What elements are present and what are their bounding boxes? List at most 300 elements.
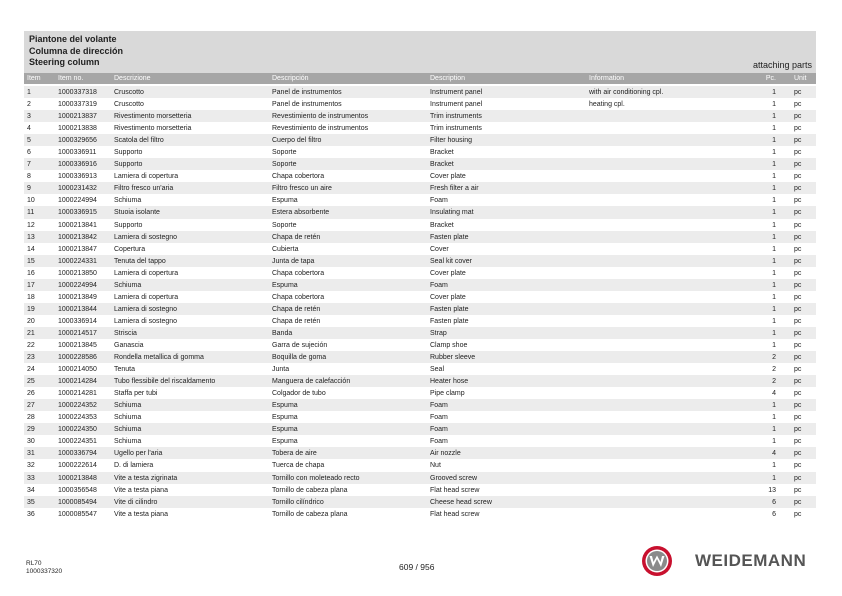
cell-item-no: 1000213838 [58, 125, 97, 133]
cell-pc: 1 [772, 173, 776, 181]
cell-description-es: Espuma [272, 197, 298, 205]
cell-unit: pc [794, 486, 802, 494]
cell-description-en: Cover [430, 245, 449, 253]
cell-description-it: Vite a testa zigrinata [114, 474, 178, 482]
cell-description-es: Boquilla de goma [272, 354, 327, 362]
cell-unit: pc [794, 245, 802, 253]
cell-description-it: Vite di cilindro [114, 498, 158, 506]
table-row [24, 110, 816, 122]
cell-unit: pc [794, 221, 802, 229]
cell-item-no: 1000336794 [58, 450, 97, 458]
table-row [24, 339, 816, 351]
cell-description-en: Strap [430, 329, 447, 337]
cell-item-no: 1000224350 [58, 426, 97, 434]
cell-item-no: 1000337319 [58, 101, 97, 109]
cell-item-no: 1000329656 [58, 137, 97, 145]
weidemann-logo-icon [641, 545, 673, 577]
table-row [24, 315, 816, 327]
cell-item-no: 1000213844 [58, 305, 97, 313]
cell-item-no: 1000356548 [58, 486, 97, 494]
cell-unit: pc [794, 414, 802, 422]
cell-description-es: Junta de tapa [272, 257, 315, 265]
cell-pc: 1 [772, 257, 776, 265]
table-row [24, 399, 816, 411]
cell-description-es: Soporte [272, 161, 297, 169]
cell-description-es: Tornillo con moleteado recto [272, 474, 360, 482]
cell-item-no: 1000213837 [58, 113, 97, 121]
cell-description-it: Vite a testa piana [114, 486, 168, 494]
cell-unit: pc [794, 341, 802, 349]
cell-description-it: Rivestimento morsetteria [114, 125, 192, 133]
cell-description-en: Bracket [430, 161, 454, 169]
cell-item: 2 [27, 101, 31, 109]
table-row [24, 496, 816, 508]
cell-description-en: Cover plate [430, 293, 466, 301]
cell-unit: pc [794, 438, 802, 446]
cell-description-es: Panel de instrumentos [272, 89, 342, 96]
cell-description-it: Schiuma [114, 438, 142, 446]
cell-description-it: Copertura [114, 245, 146, 253]
cell-pc: 4 [772, 390, 776, 398]
cell-unit: pc [794, 197, 802, 205]
cell-description-it: Tubo flessibile del riscaldamento [114, 378, 216, 386]
cell-item: 21 [27, 329, 35, 337]
cell-item: 23 [27, 354, 35, 362]
cell-unit: pc [794, 450, 802, 458]
table-row [24, 472, 816, 484]
cell-item: 18 [27, 293, 35, 301]
table-row [24, 435, 816, 447]
cell-information: with air conditioning cpl. [589, 89, 664, 96]
cell-description-it: Schiuma [114, 414, 142, 422]
cell-description-es: Garra de sujeción [272, 341, 328, 349]
cell-pc: 1 [772, 462, 776, 470]
cell-description-es: Cubierta [272, 245, 299, 253]
cell-description-es: Soporte [272, 149, 297, 157]
cell-description-en: Rubber sleeve [430, 354, 476, 362]
cell-item-no: 1000214050 [58, 366, 97, 374]
cell-item: 14 [27, 245, 35, 253]
cell-description-en: Fasten plate [430, 317, 469, 325]
cell-unit: pc [794, 366, 802, 374]
cell-description-it: Scatola del filtro [114, 137, 164, 145]
cell-item-no: 1000213849 [58, 293, 97, 301]
cell-unit: pc [794, 173, 802, 181]
cell-item: 31 [27, 450, 35, 458]
cell-pc: 1 [772, 293, 776, 301]
cell-item-no: 1000213848 [58, 474, 97, 482]
cell-item-no: 1000336911 [58, 149, 97, 157]
cell-description-es: Espuma [272, 281, 298, 289]
cell-item: 15 [27, 257, 35, 265]
cell-pc: 6 [772, 510, 776, 518]
parts-table [24, 86, 816, 520]
cell-description-es: Filtro fresco un aire [272, 185, 332, 193]
cell-description-it: Lamiera di copertura [114, 293, 179, 301]
cell-description-it: Ganascia [114, 341, 144, 349]
cell-description-es: Tornillo cilíndrico [272, 498, 324, 506]
cell-description-it: Lamiera di sostegno [114, 233, 178, 241]
table-row [24, 267, 816, 279]
cell-description-it: Lamiera di sostegno [114, 305, 178, 313]
cell-item-no: 1000085547 [58, 510, 97, 518]
cell-description-it: Lamiera di copertura [114, 173, 179, 181]
cell-item: 19 [27, 305, 35, 313]
cell-item: 5 [27, 137, 31, 145]
cell-description-es: Chapa cobertora [272, 293, 325, 301]
cell-item: 9 [27, 185, 31, 193]
cell-unit: pc [794, 185, 802, 193]
cell-unit: pc [794, 402, 802, 410]
cell-description-it: Schiuma [114, 197, 142, 205]
cell-unit: pc [794, 378, 802, 386]
cell-item: 29 [27, 426, 35, 434]
cell-pc: 1 [772, 317, 776, 325]
cell-item-no: 1000214517 [58, 329, 97, 337]
page-number: 609 / 956 [399, 562, 435, 572]
cell-pc: 1 [772, 233, 776, 241]
cell-description-en: Foam [430, 414, 448, 422]
table-row [24, 447, 816, 459]
cell-item: 11 [27, 209, 35, 217]
table-row [24, 243, 816, 255]
table-row [24, 411, 816, 423]
cell-description-en: Bracket [430, 221, 454, 229]
cell-item-no: 1000224352 [58, 402, 97, 410]
cell-item: 28 [27, 414, 35, 422]
cell-pc: 1 [772, 185, 776, 193]
cell-description-es: Chapa cobertora [272, 173, 325, 181]
table-row [24, 303, 816, 315]
table-row [24, 375, 816, 387]
cell-description-it: Schiuma [114, 402, 142, 410]
cell-item: 26 [27, 390, 35, 398]
cell-description-es: Colgador de tubo [272, 390, 326, 398]
cell-item-no: 1000231432 [58, 185, 97, 193]
cell-description-en: Heater hose [430, 378, 469, 386]
table-row [24, 194, 816, 206]
table-row [24, 158, 816, 170]
cell-description-en: Cheese head screw [430, 498, 492, 506]
cell-unit: pc [794, 317, 802, 325]
cell-description-it: Rivestimento morsetteria [114, 113, 192, 121]
cell-pc: 4 [772, 450, 776, 458]
cell-description-en: Grooved screw [430, 474, 478, 482]
cell-description-en: Pipe clamp [430, 390, 465, 398]
cell-description-en: Instrument panel [430, 101, 483, 109]
table-row [24, 219, 816, 231]
cell-item: 24 [27, 366, 35, 374]
cell-description-en: Fasten plate [430, 305, 469, 313]
table-row [24, 508, 816, 520]
cell-description-en: Insulating mat [430, 209, 474, 217]
cell-information: heating cpl. [589, 101, 625, 109]
cell-item-no: 1000336915 [58, 209, 97, 217]
cell-item: 34 [27, 486, 35, 494]
cell-description-it: Ugello per l'aria [114, 450, 163, 458]
cell-unit: pc [794, 101, 802, 109]
cell-description-es: Chapa cobertora [272, 269, 325, 277]
cell-description-it: Schiuma [114, 426, 142, 434]
cell-unit: pc [794, 125, 802, 133]
cell-pc: 1 [772, 402, 776, 410]
cell-description-en: Trim instruments [430, 125, 482, 133]
cell-description-en: Seal [430, 366, 445, 374]
cell-description-es: Espuma [272, 438, 298, 446]
cell-description-es: Manguera de calefacción [272, 378, 351, 386]
cell-item: 16 [27, 269, 35, 277]
cell-pc: 1 [772, 438, 776, 446]
cell-description-en: Flat head screw [430, 510, 480, 518]
cell-unit: pc [794, 209, 802, 217]
cell-description-es: Chapa de retén [272, 233, 321, 241]
cell-description-it: Tenuta del tappo [114, 257, 166, 265]
cell-unit: pc [794, 257, 802, 265]
table-row [24, 387, 816, 399]
cell-pc: 1 [772, 341, 776, 349]
cell-unit: pc [794, 354, 802, 362]
cell-description-en: Filter housing [430, 137, 473, 145]
table-row [24, 423, 816, 435]
cell-description-en: Bracket [430, 149, 454, 157]
cell-description-en: Foam [430, 426, 448, 434]
table-row [24, 134, 816, 146]
cell-description-es: Junta [272, 366, 290, 374]
cell-unit: pc [794, 329, 802, 337]
cell-item-no: 1000337318 [58, 89, 97, 96]
cell-item: 8 [27, 173, 31, 181]
cell-item-no: 1000214281 [58, 390, 97, 398]
table-row [24, 327, 816, 339]
cell-description-it: Filtro fresco un'aria [114, 185, 174, 193]
cell-item: 25 [27, 378, 35, 386]
cell-description-es: Espuma [272, 426, 298, 434]
cell-unit: pc [794, 426, 802, 434]
header-unit: Unit [794, 75, 807, 82]
cell-description-es: Estera absorbente [272, 209, 330, 217]
cell-description-en: Nut [430, 462, 441, 470]
table-row [24, 170, 816, 182]
cell-pc: 1 [772, 161, 776, 169]
cell-item-no: 1000336913 [58, 173, 97, 181]
cell-item-no: 1000224353 [58, 414, 97, 422]
cell-description-it: Vite a testa piana [114, 510, 168, 518]
table-row [24, 146, 816, 158]
cell-item: 20 [27, 317, 35, 325]
cell-item-no: 1000213841 [58, 221, 97, 229]
cell-item: 17 [27, 281, 35, 289]
cell-description-es: Tuerca de chapa [272, 462, 325, 470]
cell-description-it: Cruscotto [114, 101, 144, 109]
cell-item: 10 [27, 197, 35, 205]
cell-pc: 1 [772, 149, 776, 157]
cell-pc: 1 [772, 209, 776, 217]
cell-pc: 1 [772, 137, 776, 145]
cell-description-es: Tornillo de cabeza plana [272, 486, 348, 494]
cell-description-it: Supporto [114, 149, 143, 157]
table-row [24, 255, 816, 267]
cell-description-en: Instrument panel [430, 89, 483, 96]
cell-unit: pc [794, 233, 802, 241]
cell-description-es: Tornillo de cabeza plana [272, 510, 348, 518]
cell-unit: pc [794, 305, 802, 313]
cell-unit: pc [794, 89, 802, 96]
cell-description-es: Espuma [272, 414, 298, 422]
cell-description-en: Flat head screw [430, 486, 480, 494]
cell-item-no: 1000336914 [58, 317, 97, 325]
cell-description-it: Cruscotto [114, 89, 144, 96]
cell-item: 33 [27, 474, 35, 482]
cell-pc: 1 [772, 113, 776, 121]
cell-item: 7 [27, 161, 31, 169]
table-row [24, 86, 816, 98]
cell-description-en: Cover plate [430, 173, 466, 181]
cell-item-no: 1000213842 [58, 233, 97, 241]
cell-unit: pc [794, 390, 802, 398]
cell-description-es: Revestimiento de instrumentos [272, 125, 369, 133]
table-row [24, 291, 816, 303]
cell-item: 22 [27, 341, 35, 349]
cell-unit: pc [794, 161, 802, 169]
cell-pc: 6 [772, 498, 776, 506]
cell-item-no: 1000213850 [58, 269, 97, 277]
cell-description-en: Air nozzle [430, 450, 461, 458]
cell-description-en: Clamp shoe [430, 341, 468, 349]
cell-description-en: Fasten plate [430, 233, 469, 241]
cell-pc: 1 [772, 221, 776, 229]
cell-item: 30 [27, 438, 35, 446]
section-label: attaching parts [752, 60, 812, 70]
cell-pc: 1 [772, 426, 776, 434]
title-english: Steering column [29, 57, 100, 67]
cell-description-es: Soporte [272, 221, 297, 229]
cell-item-no: 1000224351 [58, 438, 97, 446]
header-pc: Pc. [765, 75, 776, 82]
table-row [24, 279, 816, 291]
cell-description-es: Tobera de aire [272, 450, 317, 458]
cell-description-es: Panel de instrumentos [272, 101, 342, 109]
cell-unit: pc [794, 269, 802, 277]
cell-item-no: 1000213847 [58, 245, 97, 253]
document-header [24, 31, 816, 73]
cell-description-es: Chapa de retén [272, 305, 321, 313]
cell-item: 12 [27, 221, 35, 229]
cell-description-en: Foam [430, 281, 448, 289]
cell-description-es: Revestimiento de instrumentos [272, 113, 369, 121]
cell-description-it: Stuoia isolante [114, 209, 160, 217]
cell-unit: pc [794, 137, 802, 145]
cell-description-es: Banda [272, 329, 293, 337]
brand-logo-text: WEIDEMANN [695, 551, 807, 570]
cell-item: 36 [27, 510, 35, 518]
cell-item-no: 1000214284 [58, 378, 97, 386]
cell-pc: 2 [772, 378, 776, 386]
cell-pc: 1 [772, 281, 776, 289]
cell-description-en: Seal kit cover [430, 257, 473, 265]
cell-unit: pc [794, 149, 802, 157]
cell-pc: 1 [772, 125, 776, 133]
cell-description-it: Striscia [114, 329, 137, 337]
cell-pc: 1 [772, 245, 776, 253]
cell-pc: 1 [772, 101, 776, 109]
cell-unit: pc [794, 293, 802, 301]
header-description-en: Description [430, 75, 466, 82]
cell-description-it: D. di lamiera [114, 462, 154, 470]
cell-description-it: Supporto [114, 221, 143, 229]
cell-description-en: Foam [430, 402, 448, 410]
cell-description-es: Cuerpo del filtro [272, 137, 322, 145]
cell-pc: 1 [772, 414, 776, 422]
cell-item: 13 [27, 233, 35, 241]
cell-item-no: 1000224331 [58, 257, 97, 265]
header-item: Item [27, 75, 41, 82]
cell-item-no: 1000085494 [58, 498, 97, 506]
cell-item-no: 1000228586 [58, 354, 97, 362]
cell-unit: pc [794, 281, 802, 289]
header-description-es: Descripción [272, 75, 309, 82]
cell-item-no: 1000213845 [58, 341, 97, 349]
cell-description-en: Cover plate [430, 269, 466, 277]
table-row [24, 459, 816, 471]
cell-description-it: Lamiera di sostegno [114, 317, 178, 325]
cell-description-it: Rondella metallica di gomma [114, 354, 204, 362]
cell-unit: pc [794, 462, 802, 470]
cell-pc: 2 [772, 366, 776, 374]
cell-item: 6 [27, 149, 31, 157]
header-item-no: Item no. [58, 75, 84, 82]
cell-item-no: 1000222614 [58, 462, 97, 470]
cell-pc: 13 [768, 486, 776, 494]
cell-description-en: Trim instruments [430, 113, 482, 121]
cell-item-no: 1000224994 [58, 281, 97, 289]
cell-description-es: Espuma [272, 402, 298, 410]
cell-description-it: Lamiera di copertura [114, 269, 179, 277]
cell-pc: 1 [772, 329, 776, 337]
cell-description-es: Chapa de retén [272, 317, 321, 325]
cell-description-it: Staffa per tubi [114, 390, 158, 398]
cell-unit: pc [794, 113, 802, 121]
cell-item: 3 [27, 113, 31, 121]
cell-item: 32 [27, 462, 35, 470]
table-row [24, 484, 816, 496]
cell-item: 27 [27, 402, 35, 410]
cell-item: 4 [27, 125, 31, 133]
cell-description-it: Supporto [114, 161, 143, 169]
title-italian: Piantone del volante [29, 34, 117, 44]
cell-item: 35 [27, 498, 35, 506]
cell-item: 1 [27, 89, 31, 96]
header-information: Information [589, 75, 625, 82]
table-row [24, 351, 816, 363]
cell-pc: 2 [772, 354, 776, 362]
table-row [24, 231, 816, 243]
table-column-header [24, 73, 816, 84]
cell-description-en: Foam [430, 197, 448, 205]
cell-pc: 1 [772, 269, 776, 277]
cell-description-it: Tenuta [114, 366, 136, 374]
cell-description-en: Foam [430, 438, 448, 446]
cell-description-it: Schiuma [114, 281, 142, 289]
cell-unit: pc [794, 474, 802, 482]
cell-pc: 1 [772, 474, 776, 482]
footer-model: RL70 [26, 560, 42, 567]
title-spanish: Columna de dirección [29, 46, 124, 56]
cell-description-en: Fresh filter a air [430, 185, 479, 193]
cell-unit: pc [794, 510, 802, 518]
footer-doc-number: 1000337320 [26, 568, 63, 575]
header-description-it: Descrizione [114, 75, 151, 82]
cell-pc: 1 [772, 305, 776, 313]
